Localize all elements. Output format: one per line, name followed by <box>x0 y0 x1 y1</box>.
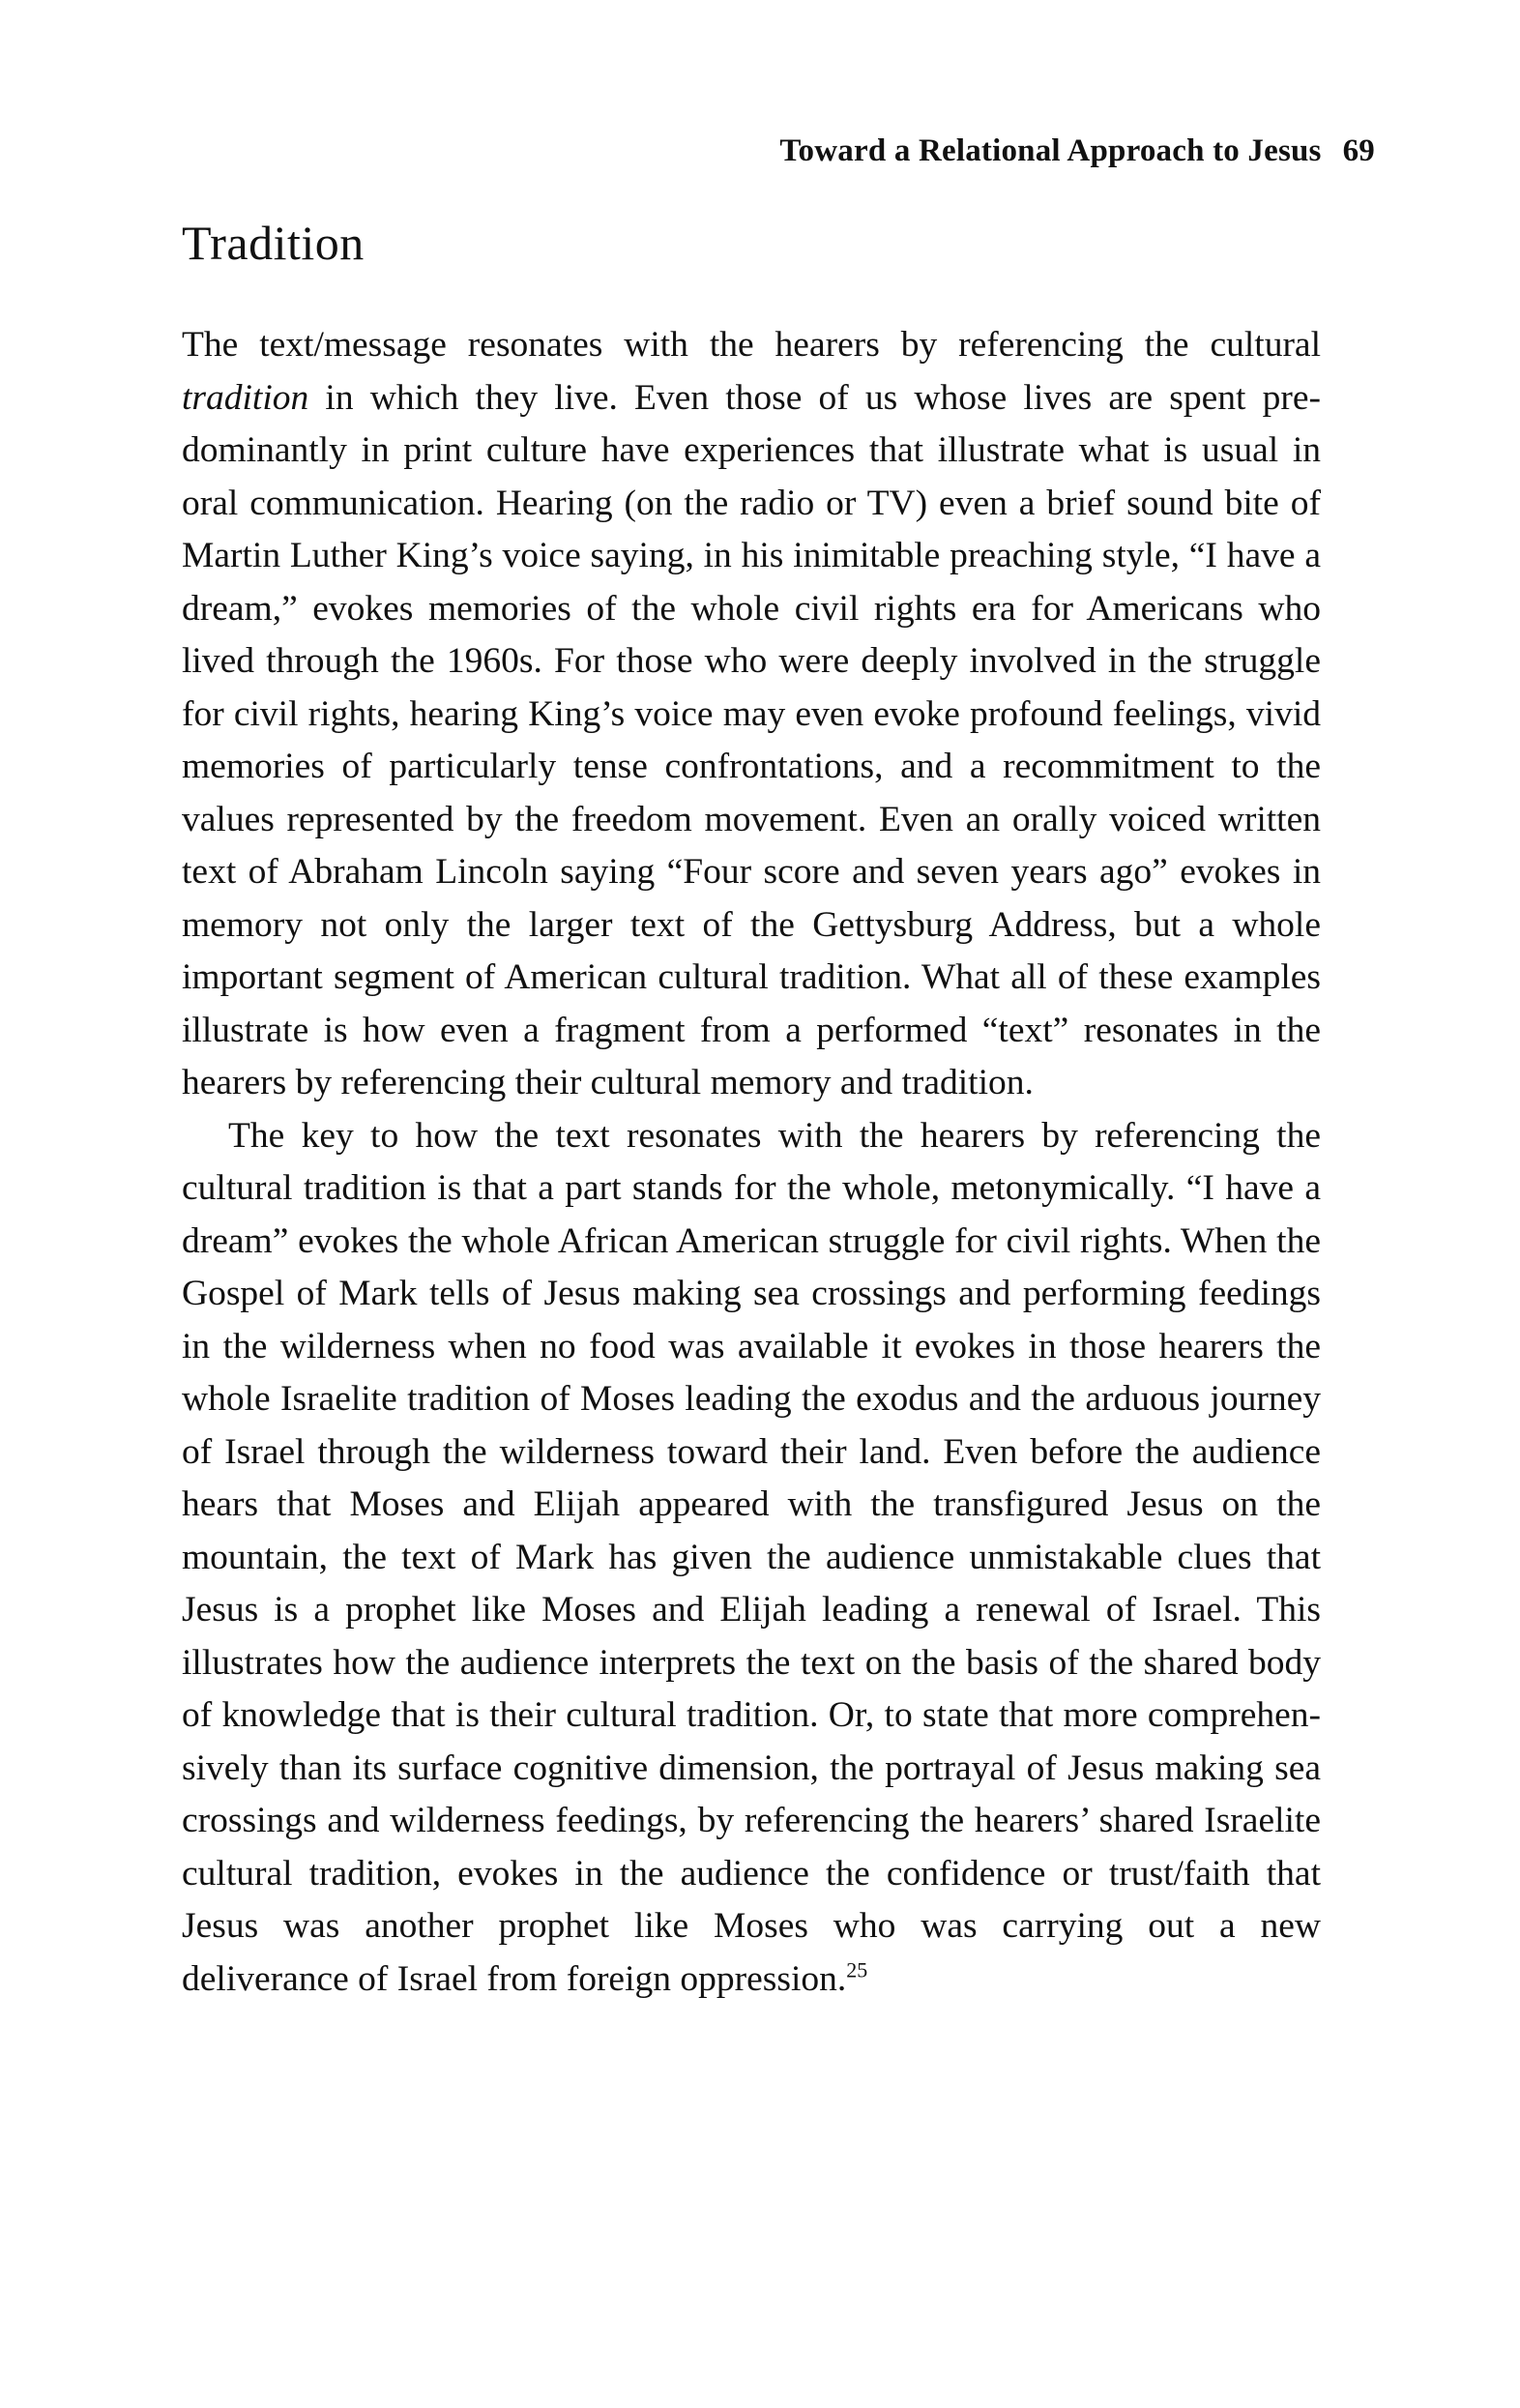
footnote-reference[interactable]: 25 <box>846 1957 868 1982</box>
paragraph-1-rest: in which they live. Even those of us whose lives are spent predominantly in print culture have experiences that illustrate what is usual in oral communication. Hearing (on the radio or TV) even a brief sound bite of Martin Luther King’s voice saying, in his inimitable preaching style, “I have a dream,” evokes memories of the whole civil rights era for Americans who lived through the 1960s. For those who were deeply involved in the struggle for civil rights, hearing King’s voice may even evoke profound feelings, vivid memories of particularly tense confrontations, and a recommitment to the values represented by the freedom movement. Even an orally voiced written text of Abraham Lincoln saying “Four score and seven years ago” evokes in memory not only the larger text of the Gettysburg Address, but a whole important segment of American cultural tradition. What all of these examples illustrate is how even a fragment from a performed “text” resonates in the hearers by referencing their cultural memory and tradition. <box>182 377 1321 1102</box>
section-heading: Tradition <box>182 216 365 270</box>
paragraph-1-lead: The text/message resonates with the hearers by referencing the cultural <box>182 325 1321 365</box>
page-number: 69 <box>1342 133 1375 168</box>
paragraph-2-text: The key to how the text resonates with the hearers by referencing the cultural tradition is that a part stands for the whole, metonymically. “I have a dream” evokes the whole African American struggle for civil rights. When the Gospel of Mark tells of Jesus making sea crossings and performing feedings in the wilderness when no food was available it evokes in those hearers the whole Israelite tradition of Moses leading the exodus and the arduous journey of Israel through the wilderness toward their land. Even before the audience hears that Moses and Elijah appeared with the transfigured Jesus on the mountain, the text of Mark has given the audience unmistakable clues that Jesus is a prophet like Moses and Elijah leading a renewal of Israel. This illustrates how the audience interprets the text on the basis of the shared body of knowledge that is their cultural tradition. Or, to state that more comprehensively than its surface cognitive dimension, the portrayal of Jesus making sea crossings and wilderness feedings, by referencing the hearers’ shared Israelite cultural tradition, evokes in the audience the confidence or trust/faith that Jesus was another prophet like Moses who was carrying out a new deliverance of Israel from foreign oppression. <box>182 1115 1321 1999</box>
emphasized-term: tradition <box>182 377 309 418</box>
paragraph-1 <box>182 319 1321 1110</box>
body-text <box>182 319 1321 2006</box>
paragraph-2 <box>182 1110 1321 2007</box>
running-head-title: Toward a Relational Approach to Jesus <box>779 133 1322 168</box>
running-head <box>779 133 1375 169</box>
